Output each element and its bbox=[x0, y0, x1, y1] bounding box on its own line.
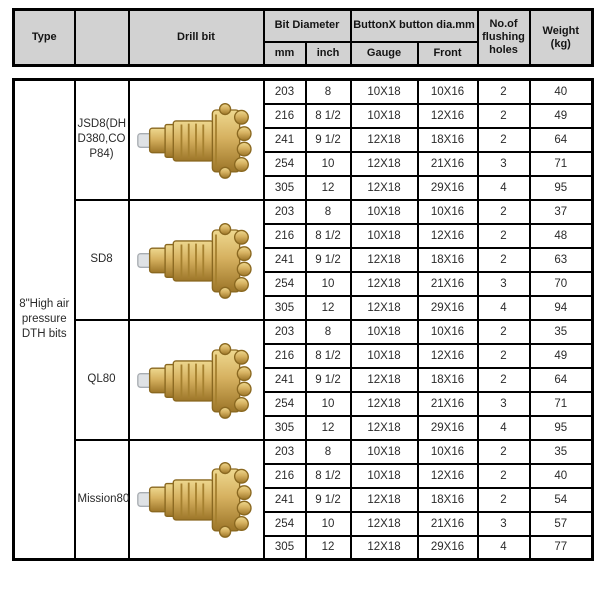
gauge-cell: 12X18 bbox=[351, 416, 418, 440]
front-cell: 10X16 bbox=[418, 440, 478, 464]
holes-cell: 2 bbox=[478, 224, 530, 248]
inch-cell: 10 bbox=[306, 392, 351, 416]
front-cell: 29X16 bbox=[418, 296, 478, 320]
gauge-cell: 10X18 bbox=[351, 80, 418, 104]
mm-cell: 254 bbox=[264, 152, 306, 176]
table-row bbox=[14, 200, 593, 224]
weight-cell: 49 bbox=[530, 104, 593, 128]
model-name-cell: QL80 bbox=[75, 320, 129, 440]
weight-cell: 71 bbox=[530, 152, 593, 176]
mm-cell: 305 bbox=[264, 416, 306, 440]
weight-cell: 54 bbox=[530, 488, 593, 512]
header-front: Front bbox=[418, 42, 478, 66]
inch-cell: 9 1/2 bbox=[306, 128, 351, 152]
header-gauge: Gauge bbox=[351, 42, 418, 66]
drill-bit-image bbox=[136, 338, 256, 422]
holes-cell: 2 bbox=[478, 104, 530, 128]
inch-cell: 8 bbox=[306, 80, 351, 104]
gauge-cell: 12X18 bbox=[351, 272, 418, 296]
mm-cell: 216 bbox=[264, 224, 306, 248]
front-cell: 12X16 bbox=[418, 464, 478, 488]
front-cell: 12X16 bbox=[418, 104, 478, 128]
holes-cell: 2 bbox=[478, 464, 530, 488]
table-row bbox=[14, 320, 593, 344]
front-cell: 18X16 bbox=[418, 368, 478, 392]
table-row bbox=[14, 80, 593, 104]
inch-cell: 10 bbox=[306, 272, 351, 296]
holes-cell: 2 bbox=[478, 344, 530, 368]
weight-cell: 94 bbox=[530, 296, 593, 320]
holes-cell: 3 bbox=[478, 152, 530, 176]
gauge-cell: 12X18 bbox=[351, 296, 418, 320]
mm-cell: 216 bbox=[264, 344, 306, 368]
holes-cell: 2 bbox=[478, 80, 530, 104]
front-cell: 12X16 bbox=[418, 224, 478, 248]
inch-cell: 8 bbox=[306, 200, 351, 224]
inch-cell: 8 1/2 bbox=[306, 344, 351, 368]
gauge-cell: 10X18 bbox=[351, 440, 418, 464]
inch-cell: 9 1/2 bbox=[306, 488, 351, 512]
weight-cell: 95 bbox=[530, 416, 593, 440]
weight-cell: 57 bbox=[530, 512, 593, 536]
spec-table bbox=[12, 78, 594, 561]
weight-cell: 95 bbox=[530, 176, 593, 200]
mm-cell: 305 bbox=[264, 296, 306, 320]
holes-cell: 3 bbox=[478, 512, 530, 536]
type-cell: 8"High air pressure DTH bits bbox=[14, 80, 75, 560]
weight-cell: 37 bbox=[530, 200, 593, 224]
front-cell: 29X16 bbox=[418, 416, 478, 440]
inch-cell: 10 bbox=[306, 152, 351, 176]
drill-bit-image bbox=[136, 457, 256, 541]
drill-bit-image-cell bbox=[129, 440, 264, 560]
inch-cell: 8 1/2 bbox=[306, 104, 351, 128]
header-weight: Weight (kg) bbox=[530, 10, 593, 66]
gauge-cell: 12X18 bbox=[351, 512, 418, 536]
mm-cell: 203 bbox=[264, 320, 306, 344]
weight-cell: 77 bbox=[530, 536, 593, 560]
gauge-cell: 10X18 bbox=[351, 224, 418, 248]
weight-cell: 71 bbox=[530, 392, 593, 416]
model-name-cell: JSD8(DH D380,CO P84) bbox=[75, 80, 129, 200]
gauge-cell: 12X18 bbox=[351, 248, 418, 272]
header-type: Type bbox=[14, 10, 75, 66]
gauge-cell: 10X18 bbox=[351, 200, 418, 224]
holes-cell: 4 bbox=[478, 296, 530, 320]
gauge-cell: 12X18 bbox=[351, 392, 418, 416]
gauge-cell: 12X18 bbox=[351, 128, 418, 152]
inch-cell: 10 bbox=[306, 512, 351, 536]
gauge-cell: 10X18 bbox=[351, 104, 418, 128]
front-cell: 29X16 bbox=[418, 536, 478, 560]
front-cell: 21X16 bbox=[418, 392, 478, 416]
gauge-cell: 10X18 bbox=[351, 344, 418, 368]
mm-cell: 254 bbox=[264, 272, 306, 296]
gauge-cell: 10X18 bbox=[351, 320, 418, 344]
header-inch: inch bbox=[306, 42, 351, 66]
holes-cell: 3 bbox=[478, 392, 530, 416]
weight-cell: 40 bbox=[530, 464, 593, 488]
front-cell: 18X16 bbox=[418, 128, 478, 152]
mm-cell: 241 bbox=[264, 128, 306, 152]
weight-cell: 70 bbox=[530, 272, 593, 296]
front-cell: 29X16 bbox=[418, 176, 478, 200]
mm-cell: 216 bbox=[264, 104, 306, 128]
holes-cell: 4 bbox=[478, 536, 530, 560]
model-name-cell: Mission80 bbox=[75, 440, 129, 560]
inch-cell: 12 bbox=[306, 176, 351, 200]
weight-cell: 48 bbox=[530, 224, 593, 248]
gauge-cell: 12X18 bbox=[351, 488, 418, 512]
gauge-cell: 12X18 bbox=[351, 536, 418, 560]
mm-cell: 241 bbox=[264, 488, 306, 512]
header-drill-bit: Drill bit bbox=[129, 10, 264, 66]
inch-cell: 12 bbox=[306, 416, 351, 440]
mm-cell: 203 bbox=[264, 80, 306, 104]
mm-cell: 254 bbox=[264, 392, 306, 416]
mm-cell: 203 bbox=[264, 200, 306, 224]
holes-cell: 4 bbox=[478, 176, 530, 200]
front-cell: 12X16 bbox=[418, 344, 478, 368]
front-cell: 21X16 bbox=[418, 272, 478, 296]
header-mm: mm bbox=[264, 42, 306, 66]
gauge-cell: 12X18 bbox=[351, 176, 418, 200]
weight-cell: 63 bbox=[530, 248, 593, 272]
front-cell: 18X16 bbox=[418, 488, 478, 512]
drill-bit-image bbox=[136, 218, 256, 302]
weight-cell: 40 bbox=[530, 80, 593, 104]
holes-cell: 2 bbox=[478, 488, 530, 512]
front-cell: 18X16 bbox=[418, 248, 478, 272]
spec-table-header bbox=[12, 8, 594, 67]
inch-cell: 12 bbox=[306, 536, 351, 560]
mm-cell: 203 bbox=[264, 440, 306, 464]
spec-table-body bbox=[14, 80, 593, 560]
front-cell: 10X16 bbox=[418, 80, 478, 104]
inch-cell: 9 1/2 bbox=[306, 248, 351, 272]
mm-cell: 305 bbox=[264, 536, 306, 560]
front-cell: 21X16 bbox=[418, 152, 478, 176]
holes-cell: 2 bbox=[478, 248, 530, 272]
weight-cell: 49 bbox=[530, 344, 593, 368]
front-cell: 10X16 bbox=[418, 320, 478, 344]
model-name-cell: SD8 bbox=[75, 200, 129, 320]
mm-cell: 241 bbox=[264, 368, 306, 392]
drill-bit-image bbox=[136, 98, 256, 182]
front-cell: 21X16 bbox=[418, 512, 478, 536]
header-button-dia: ButtonX button dia.mm bbox=[351, 10, 478, 42]
inch-cell: 8 bbox=[306, 320, 351, 344]
drill-bit-image-cell bbox=[129, 320, 264, 440]
inch-cell: 9 1/2 bbox=[306, 368, 351, 392]
header-model-blank bbox=[75, 10, 129, 66]
gauge-cell: 10X18 bbox=[351, 464, 418, 488]
holes-cell: 3 bbox=[478, 272, 530, 296]
gauge-cell: 12X18 bbox=[351, 368, 418, 392]
weight-cell: 64 bbox=[530, 368, 593, 392]
holes-cell: 2 bbox=[478, 320, 530, 344]
gauge-cell: 12X18 bbox=[351, 152, 418, 176]
holes-cell: 4 bbox=[478, 416, 530, 440]
inch-cell: 8 1/2 bbox=[306, 464, 351, 488]
header-flushing-holes: No.of flushing holes bbox=[478, 10, 530, 66]
header-bit-diameter: Bit Diameter bbox=[264, 10, 351, 42]
mm-cell: 254 bbox=[264, 512, 306, 536]
holes-cell: 2 bbox=[478, 440, 530, 464]
mm-cell: 241 bbox=[264, 248, 306, 272]
holes-cell: 2 bbox=[478, 200, 530, 224]
front-cell: 10X16 bbox=[418, 200, 478, 224]
inch-cell: 8 1/2 bbox=[306, 224, 351, 248]
holes-cell: 2 bbox=[478, 368, 530, 392]
inch-cell: 12 bbox=[306, 296, 351, 320]
mm-cell: 216 bbox=[264, 464, 306, 488]
holes-cell: 2 bbox=[478, 128, 530, 152]
drill-bit-image-cell bbox=[129, 80, 264, 200]
mm-cell: 305 bbox=[264, 176, 306, 200]
inch-cell: 8 bbox=[306, 440, 351, 464]
weight-cell: 64 bbox=[530, 128, 593, 152]
drill-bit-image-cell bbox=[129, 200, 264, 320]
table-row bbox=[14, 440, 593, 464]
weight-cell: 35 bbox=[530, 440, 593, 464]
weight-cell: 35 bbox=[530, 320, 593, 344]
